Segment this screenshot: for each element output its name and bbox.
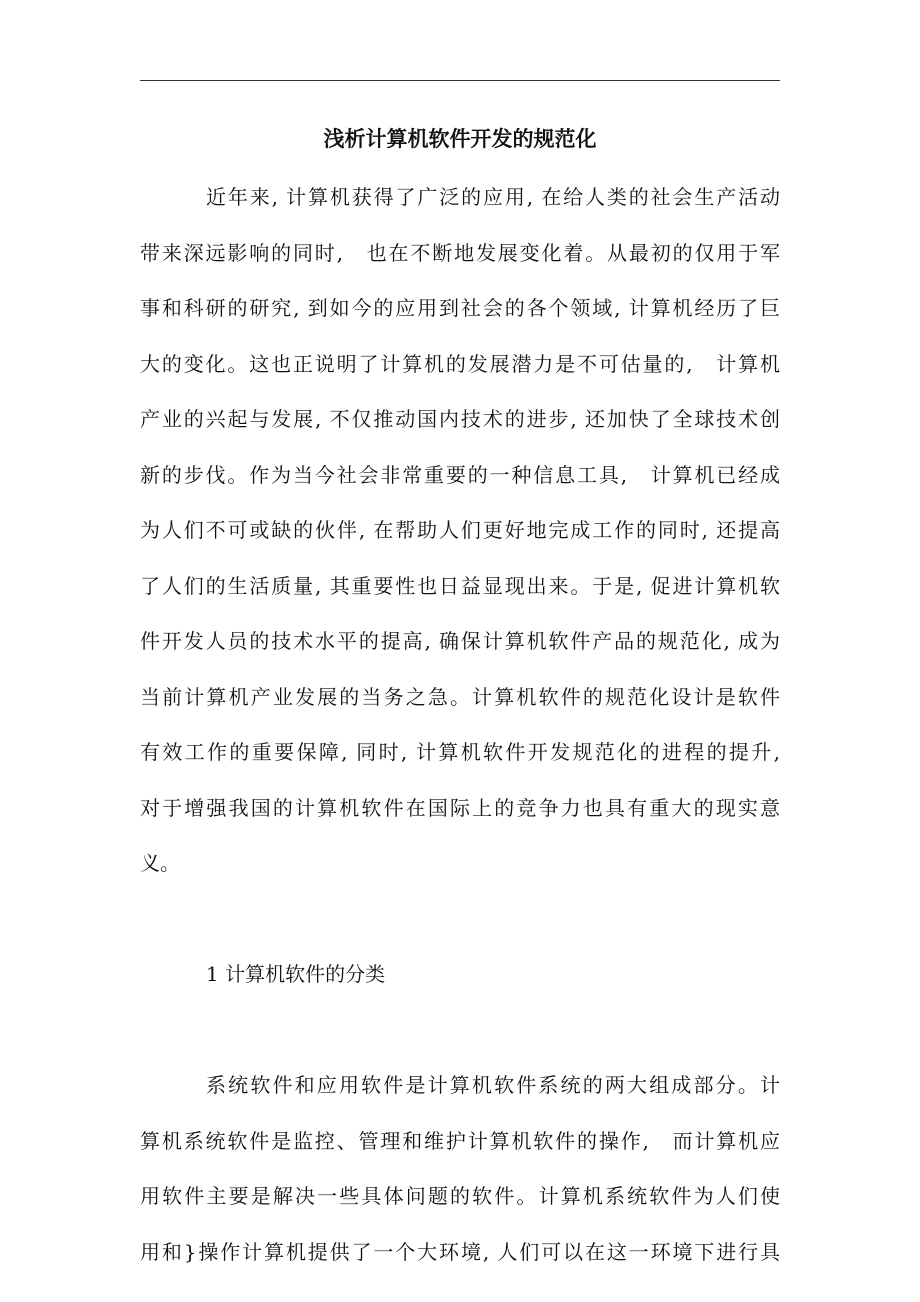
paragraph-1-line: 新的步伐。作为当今社会非常重要的一种信息工具, 计算机已经成 <box>140 462 780 487</box>
paragraph-1-line: 了人们的生活质量, 其重要性也日益显现出来。于是, 促进计算机软 <box>140 573 780 598</box>
paragraph-1-line: 有效工作的重要保障, 同时, 计算机软件开发规范化的进程的提升, <box>140 740 780 764</box>
paragraph-1-line: 事和科研的研究, 到如今的应用到社会的各个领域, 计算机经历了巨 <box>140 296 780 320</box>
paragraph-1-line: 近年来, 计算机获得了广泛的应用, 在给人类的社会生产活动 <box>206 185 780 209</box>
header-rule <box>140 80 780 81</box>
paragraph-2-line: 用软件主要是解决一些具体问题的软件。计算机系统软件为人们使 <box>140 1184 780 1208</box>
paragraph-1-line: 产业的兴起与发展, 不仅推动国内技术的进步, 还加快了全球技术创 <box>140 407 780 431</box>
spacer <box>140 1010 780 1066</box>
paragraph-2-line: 系统软件和应用软件是计算机软件系统的两大组成部分。计 <box>206 1073 780 1097</box>
paragraph-2-line: 用和}操作计算机提供了一个大环境, 人们可以在这一环境下进行具 <box>140 1239 780 1264</box>
paragraph-1-line: 件开发人员的技术水平的提高, 确保计算机软件产品的规范化, 成为 <box>140 629 780 653</box>
section-heading: 1 计算机软件的分类 <box>206 962 386 986</box>
paragraph-1-line: 对于增强我国的计算机软件在国际上的竞争力也具有重大的现实意 <box>140 795 780 820</box>
paragraph-1-line: 当前计算机产业发展的当务之急。计算机软件的规范化设计是软件 <box>140 684 780 709</box>
document-body <box>140 177 780 1287</box>
paragraph-1-line: 带来深远影响的同时, 也在不断地发展变化着。从最初的仅用于军 <box>140 240 780 265</box>
paragraph-1-line: 义。 <box>140 851 180 875</box>
paragraph-1-line: 大的变化。这也正说明了计算机的发展潜力是不可估量的, 计算机 <box>140 351 780 376</box>
paragraph-1-line: 为人们不可或缺的伙伴, 在帮助人们更好地完成工作的同时, 还提高 <box>140 518 780 542</box>
document-title: 浅析计算机软件开发的规范化 <box>323 127 597 151</box>
spacer <box>140 899 780 955</box>
paragraph-2-line: 算机系统软件是监控、管理和维护计算机软件的操作, 而计算机应 <box>140 1128 780 1153</box>
